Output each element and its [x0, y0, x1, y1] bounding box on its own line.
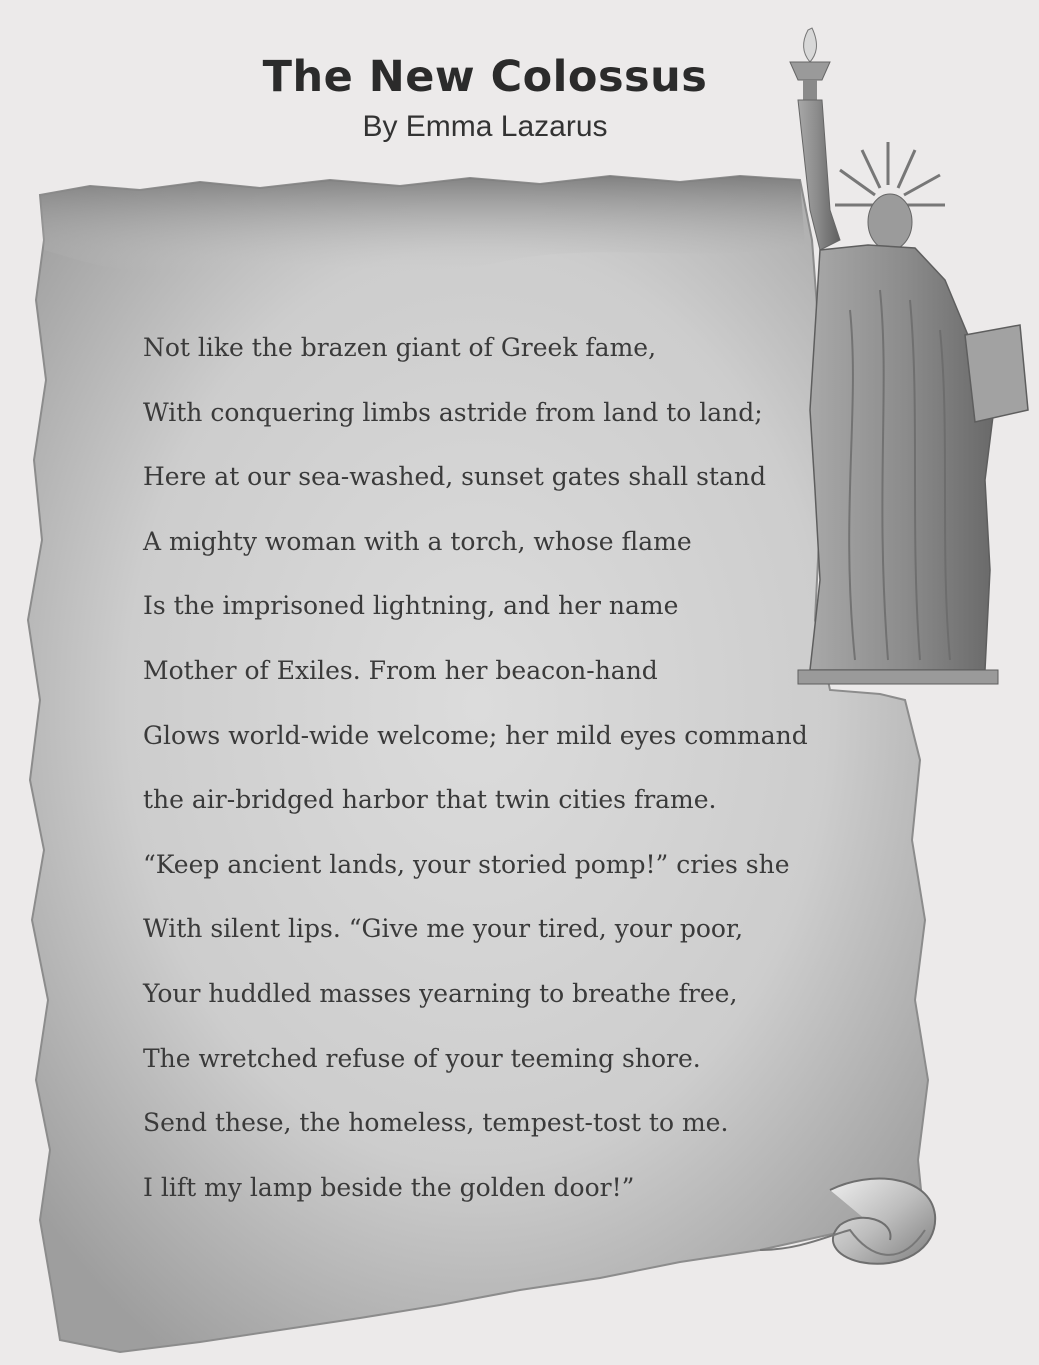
poem-author: By Emma Lazarus	[362, 110, 608, 143]
poem-line-6: Mother of Exiles. From her beacon-hand	[143, 655, 658, 685]
poem-line-3: Here at our sea-washed, sunset gates shall stand	[143, 462, 766, 492]
poem-title: The New Colossus	[262, 52, 708, 102]
poem-line-4: A mighty woman with a torch, whose flame	[143, 526, 692, 556]
poem-line-14: I lift my lamp beside the golden door!”	[143, 1172, 635, 1202]
poem-line-7: Glows world-wide welcome; her mild eyes command	[143, 720, 808, 750]
poem-line-9: “Keep ancient lands, your storied pomp!” cries she	[143, 849, 790, 879]
poem-line-13: Send these, the homeless, tempest-tost to me.	[143, 1108, 729, 1138]
poem-line-10: With silent lips. “Give me your tired, your poor,	[143, 914, 744, 944]
poem-body	[143, 316, 863, 1220]
poem-line-12: The wretched refuse of your teeming shore.	[143, 1043, 701, 1073]
poem-line-5: Is the imprisoned lightning, and her name	[143, 591, 679, 621]
poem-line-1: Not like the brazen giant of Greek fame,	[143, 333, 657, 362]
poem-line-2: With conquering limbs astride from land to land;	[143, 397, 763, 427]
poem-line-8: the air-bridged harbor that twin cities frame.	[143, 785, 717, 815]
poem-line-11: Your huddled masses yearning to breathe free,	[143, 978, 738, 1008]
